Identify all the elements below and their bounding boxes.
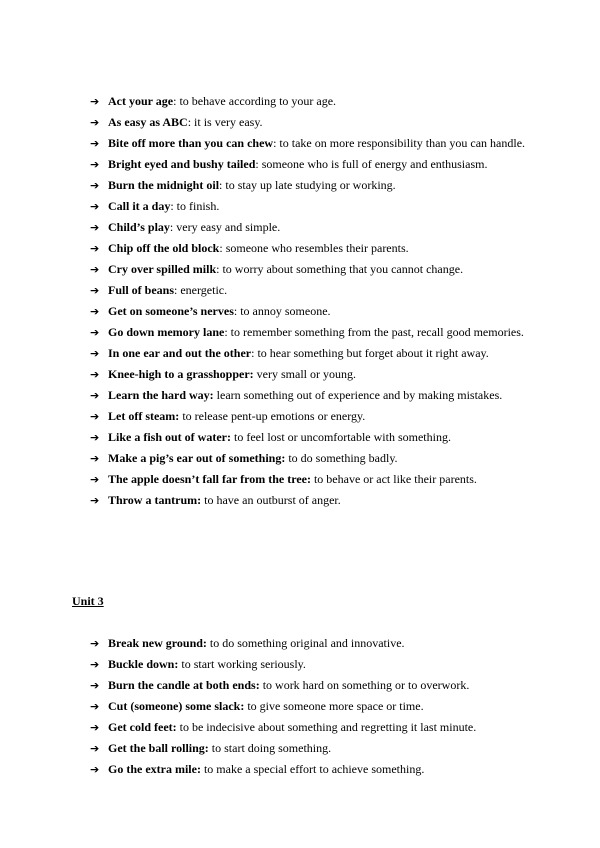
idiom-term: Full of beans xyxy=(108,283,175,297)
arrow-bullet-icon: ➔ xyxy=(90,473,100,486)
idiom-definition: to behave or act like their parents. xyxy=(310,472,477,486)
arrow-bullet-icon: ➔ xyxy=(90,721,100,734)
idiom-term: As easy as ABC xyxy=(108,115,188,129)
idiom-term: Go the extra mile: xyxy=(108,762,201,776)
idiom-definition: : energetic. xyxy=(174,283,228,297)
idiom-list-item xyxy=(90,343,528,364)
idiom-term: Get cold feet: xyxy=(108,720,177,734)
arrow-bullet-icon: ➔ xyxy=(90,116,100,129)
idiom-definition: : someone who is full of energy and enthusiasm. xyxy=(255,157,488,171)
arrow-bullet-icon: ➔ xyxy=(90,742,100,755)
idiom-term: The apple doesn’t fall far from the tree: xyxy=(108,472,311,486)
arrow-bullet-icon: ➔ xyxy=(90,221,100,234)
idiom-definition: : to hear something but forget about it right away. xyxy=(251,346,489,360)
arrow-bullet-icon: ➔ xyxy=(90,700,100,713)
arrow-bullet-icon: ➔ xyxy=(90,326,100,339)
idiom-definition: : someone who resembles their parents. xyxy=(219,241,409,255)
idiom-list-item xyxy=(90,448,528,469)
idiom-definition: : it is very easy. xyxy=(187,115,263,129)
idiom-list-item xyxy=(90,633,528,654)
arrow-bullet-icon: ➔ xyxy=(90,763,100,776)
arrow-bullet-icon: ➔ xyxy=(90,158,100,171)
idiom-term: Act your age xyxy=(108,94,174,108)
arrow-bullet-icon: ➔ xyxy=(90,305,100,318)
idiom-definition: : very easy and simple. xyxy=(169,220,281,234)
idiom-list-item xyxy=(90,175,528,196)
idiom-list-unit-2 xyxy=(90,91,528,511)
idiom-list-item xyxy=(90,322,528,343)
idiom-definition: : to worry about something that you cannot change. xyxy=(216,262,464,276)
idiom-term: Get on someone’s nerves xyxy=(108,304,234,318)
idiom-definition: to work hard on something or to overwork. xyxy=(259,678,470,692)
arrow-bullet-icon: ➔ xyxy=(90,284,100,297)
idiom-list-item xyxy=(90,406,528,427)
arrow-bullet-icon: ➔ xyxy=(90,137,100,150)
arrow-bullet-icon: ➔ xyxy=(90,242,100,255)
arrow-bullet-icon: ➔ xyxy=(90,452,100,465)
idiom-term: Bright eyed and bushy tailed xyxy=(108,157,256,171)
idiom-term: Chip off the old block xyxy=(108,241,220,255)
idiom-list-item xyxy=(90,385,528,406)
arrow-bullet-icon: ➔ xyxy=(90,200,100,213)
idiom-term: Break new ground: xyxy=(108,636,207,650)
idiom-definition: learn something out of experience and by making mistakes. xyxy=(213,388,503,402)
idiom-list-item xyxy=(90,364,528,385)
idiom-list-item xyxy=(90,427,528,448)
arrow-bullet-icon: ➔ xyxy=(90,347,100,360)
idiom-term: Cry over spilled milk xyxy=(108,262,217,276)
arrow-bullet-icon: ➔ xyxy=(90,637,100,650)
idiom-definition: to start working seriously. xyxy=(178,657,306,671)
idiom-term: Get the ball rolling: xyxy=(108,741,209,755)
idiom-list-item xyxy=(90,112,528,133)
idiom-term: Bite off more than you can chew xyxy=(108,136,274,150)
idiom-term: Go down memory lane xyxy=(108,325,225,339)
idiom-term: Throw a tantrum: xyxy=(108,493,202,507)
idiom-definition: to feel lost or uncomfortable with something. xyxy=(231,430,451,444)
idiom-term: Child’s play xyxy=(108,220,170,234)
idiom-term: Knee-high to a grasshopper: xyxy=(108,367,254,381)
idiom-list-item xyxy=(90,259,528,280)
idiom-list-item xyxy=(90,280,528,301)
idiom-list-item xyxy=(90,238,528,259)
idiom-term: In one ear and out the other xyxy=(108,346,252,360)
idiom-term: Buckle down: xyxy=(108,657,179,671)
idiom-definition: to be indecisive about something and regretting it last minute. xyxy=(176,720,477,734)
idiom-list-item xyxy=(90,154,528,175)
unit-3-heading: Unit 3 xyxy=(72,594,104,608)
idiom-term: Like a fish out of water: xyxy=(108,430,231,444)
idiom-definition: : to remember something from the past, recall good memories. xyxy=(224,325,524,339)
idiom-definition: very small or young. xyxy=(253,367,356,381)
idiom-term: Call it a day xyxy=(108,199,171,213)
arrow-bullet-icon: ➔ xyxy=(90,389,100,402)
idiom-list-item xyxy=(90,654,528,675)
idiom-definition: to give someone more space or time. xyxy=(244,699,424,713)
idiom-definition: to make a special effort to achieve something. xyxy=(200,762,425,776)
idiom-list-item xyxy=(90,469,528,490)
idiom-definition: : to take on more responsibility than you can handle. xyxy=(273,136,526,150)
arrow-bullet-icon: ➔ xyxy=(90,179,100,192)
idiom-list-item xyxy=(90,696,528,717)
idiom-term: Learn the hard way: xyxy=(108,388,214,402)
idiom-definition: : to behave according to your age. xyxy=(173,94,337,108)
idiom-definition: : to finish. xyxy=(170,199,220,213)
idiom-term: Make a pig’s ear out of something: xyxy=(108,451,286,465)
arrow-bullet-icon: ➔ xyxy=(90,263,100,276)
arrow-bullet-icon: ➔ xyxy=(90,679,100,692)
idiom-list-item xyxy=(90,301,528,322)
arrow-bullet-icon: ➔ xyxy=(90,658,100,671)
idiom-list-item xyxy=(90,133,528,154)
idiom-list-item xyxy=(90,217,528,238)
idiom-term: Burn the candle at both ends: xyxy=(108,678,260,692)
idiom-list-item xyxy=(90,738,528,759)
arrow-bullet-icon: ➔ xyxy=(90,494,100,507)
idiom-term: Burn the midnight oil xyxy=(108,178,220,192)
arrow-bullet-icon: ➔ xyxy=(90,95,100,108)
idiom-list-item xyxy=(90,91,528,112)
idiom-list-unit-3 xyxy=(90,633,528,780)
idiom-definition: to have an outburst of anger. xyxy=(201,493,341,507)
arrow-bullet-icon: ➔ xyxy=(90,410,100,423)
idiom-list-item xyxy=(90,759,528,780)
idiom-definition: : to stay up late studying or working. xyxy=(219,178,396,192)
idiom-definition: to do something badly. xyxy=(285,451,398,465)
idiom-list-item xyxy=(90,717,528,738)
idiom-list-item xyxy=(90,196,528,217)
idiom-definition: : to annoy someone. xyxy=(233,304,331,318)
arrow-bullet-icon: ➔ xyxy=(90,368,100,381)
idiom-definition: to start doing something. xyxy=(208,741,332,755)
arrow-bullet-icon: ➔ xyxy=(90,431,100,444)
idiom-definition: to release pent-up emotions or energy. xyxy=(179,409,366,423)
idiom-term: Cut (someone) some slack: xyxy=(108,699,245,713)
idiom-definition: to do something original and innovative. xyxy=(206,636,405,650)
idiom-list-item xyxy=(90,675,528,696)
idiom-list-item xyxy=(90,490,528,511)
idiom-term: Let off steam: xyxy=(108,409,180,423)
